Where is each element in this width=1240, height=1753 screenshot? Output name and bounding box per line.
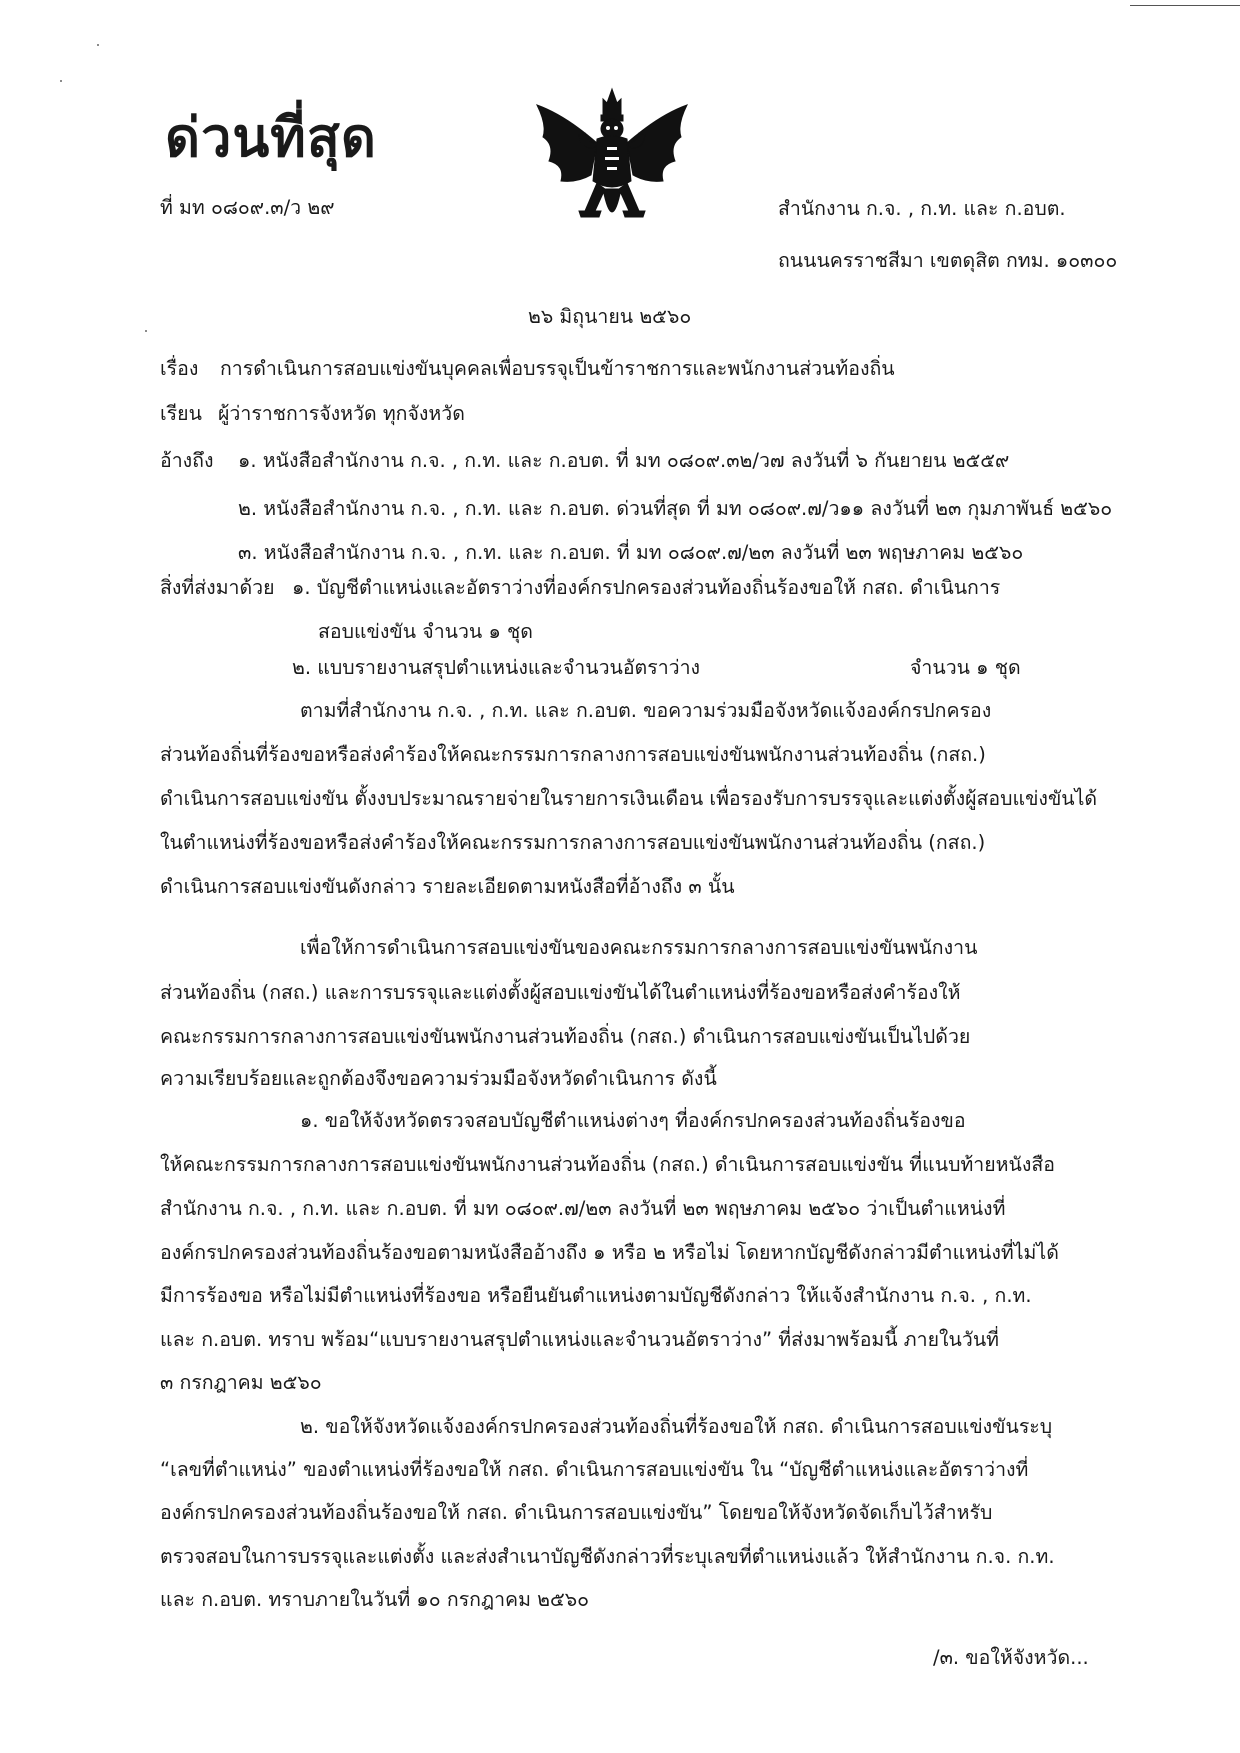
enclosure-item: ๒. แบบรายงานสรุปตำแหน่งและจำนวนอัตราว่าง (292, 656, 701, 679)
continuation-marker: /๓. ขอให้จังหวัด... (933, 1646, 1089, 1669)
enclosure-quantity: จำนวน ๑ ชุด (910, 656, 1021, 679)
reference-item: ๒. หนังสือสำนักงาน ก.จ. , ก.ท. และ ก.อบต. ด่วนที่สุด ที่ มท ๐๘๐๙.๗/ว๑๑ ลงวันที่ ๒๓ กุมภาพันธ์ ๒๕๖๐ (238, 497, 1113, 520)
paragraph-line: ดำเนินการสอบแข่งขันดังกล่าว รายละเอียดตามหนังสือที่อ้างถึง ๓ นั้น (160, 875, 735, 898)
scan-speck (145, 330, 147, 332)
document-number: ที่ มท ๐๘๐๙.๓/ว ๒๙ (160, 196, 335, 219)
paragraph-line: องค์กรปกครองส่วนท้องถิ่นร้องขอตามหนังสืออ้างถึง ๑ หรือ ๒ หรือไม่ โดยหากบัญชีดังกล่าวมีตำแหน่งที่ไม่ได้ (160, 1241, 1059, 1264)
paragraph-line: คณะกรรมการกลางการสอบแข่งขันพนักงานส่วนท้องถิ่น (กสถ.) ดำเนินการสอบแข่งขันเป็นไปด้วย (160, 1025, 971, 1048)
enclosure-item: ๑. บัญชีตำแหน่งและอัตราว่างที่องค์กรปกครองส่วนท้องถิ่นร้องขอให้ กสถ. ดำเนินการ (292, 576, 1001, 599)
paragraph-line: และ ก.อบต. ทราบภายในวันที่ ๑๐ กรกฎาคม ๒๕๖๐ (160, 1588, 590, 1611)
paragraph-line: เพื่อให้การดำเนินการสอบแข่งขันของคณะกรรมการกลางการสอบแข่งขันพนักงาน (300, 936, 978, 959)
paragraph-line: สำนักงาน ก.จ. , ก.ท. และ ก.อบต. ที่ มท ๐๘๐๙.๗/๒๓ ลงวันที่ ๒๓ พฤษภาคม ๒๕๖๐ ว่าเป็นตำแหน่งที่ (160, 1197, 1006, 1220)
document-date: ๒๖ มิถุนายน ๒๕๖๐ (528, 305, 692, 328)
paragraph-line: ส่วนท้องถิ่น (กสถ.) และการบรรจุและแต่งตั้งผู้สอบแข่งขันได้ในตำแหน่งที่ร้องขอหรือส่งคำร้องให้ (160, 981, 961, 1004)
paragraph-line: องค์กรปกครองส่วนท้องถิ่นร้องขอให้ กสถ. ดำเนินการสอบแข่งขัน” โดยขอให้จังหวัดจัดเก็บไว้สำหรับ (160, 1501, 993, 1524)
paragraph-line: ดำเนินการสอบแข่งขัน ตั้งงบประมาณรายจ่ายในรายการเงินเดือน เพื่อรองรับการบรรจุและแต่งตั้งผู้สอบแข่งขันได้ (160, 787, 1098, 810)
paragraph-line: ๒. ขอให้จังหวัดแจ้งองค์กรปกครองส่วนท้องถิ่นที่ร้องขอให้ กสถ. ดำเนินการสอบแข่งขันระบุ (300, 1415, 1053, 1438)
reference-item: ๓. หนังสือสำนักงาน ก.จ. , ก.ท. และ ก.อบต. ที่ มท ๐๘๐๙.๗/๒๓ ลงวันที่ ๒๓ พฤษภาคม ๒๕๖๐ (238, 541, 1024, 564)
recipient-label: เรียน (160, 402, 202, 425)
paragraph-line: ตรวจสอบในการบรรจุและแต่งตั้ง และส่งสำเนาบัญชีดังกล่าวที่ระบุเลขที่ตำแหน่งแล้ว ให้สำนักงาน ก.จ. ก.ท. (160, 1545, 1055, 1568)
paragraph-line: “เลขที่ตำแหน่ง” ของตำแหน่งที่ร้องขอให้ กสถ. ดำเนินการสอบแข่งขัน ใน “บัญชีตำแหน่งและอัตราว่างที่ (160, 1458, 1029, 1481)
scan-edge-line (1130, 5, 1240, 6)
urgency-stamp: ด่วนที่สุด (165, 106, 377, 169)
garuda-emblem-icon (525, 85, 700, 240)
paragraph-line: ตามที่สำนักงาน ก.จ. , ก.ท. และ ก.อบต. ขอความร่วมมือจังหวัดแจ้งองค์กรปกครอง (300, 699, 992, 722)
recipient-text: ผู้ว่าราชการจังหวัด ทุกจังหวัด (218, 402, 465, 425)
enclosures-label: สิ่งที่ส่งมาด้วย (160, 576, 275, 599)
paragraph-line: ส่วนท้องถิ่นที่ร้องขอหรือส่งคำร้องให้คณะกรรมการกลางการสอบแข่งขันพนักงานส่วนท้องถิ่น (กสถ.) (160, 743, 986, 766)
office-address: ถนนนครราชสีมา เขตดุสิต กทม. ๑๐๓๐๐ (778, 249, 1118, 272)
paragraph-line: ๓ กรกฎาคม ๒๕๖๐ (160, 1371, 322, 1394)
subject-text: การดำเนินการสอบแข่งขันบุคคลเพื่อบรรจุเป็นข้าราชการและพนักงานส่วนท้องถิ่น (220, 357, 895, 380)
scan-speck (60, 80, 62, 82)
office-name: สำนักงาน ก.จ. , ก.ท. และ ก.อบต. (778, 197, 1066, 220)
paragraph-line: มีการร้องขอ หรือไม่มีตำแหน่งที่ร้องขอ หรือยืนยันตำแหน่งตามบัญชีดังกล่าว ให้แจ้งสำนักงาน ก.จ. , ก.ท. (160, 1284, 1032, 1307)
paragraph-line: ให้คณะกรรมการกลางการสอบแข่งขันพนักงานส่วนท้องถิ่น (กสถ.) ดำเนินการสอบแข่งขัน ที่แนบท้ายหนังสือ (160, 1153, 1055, 1176)
paragraph-line: ๑. ขอให้จังหวัดตรวจสอบบัญชีตำแหน่งต่างๆ ที่องค์กรปกครองส่วนท้องถิ่นร้องขอ (300, 1109, 966, 1132)
paragraph-line: ความเรียบร้อยและถูกต้องจึงขอความร่วมมือจังหวัดดำเนินการ ดังนี้ (160, 1067, 717, 1090)
paragraph-line: และ ก.อบต. ทราบ พร้อม“แบบรายงานสรุปตำแหน่งและจำนวนอัตราว่าง” ที่ส่งมาพร้อมนี้ ภายในวันที่ (160, 1328, 1000, 1351)
paragraph-line: ในตำแหน่งที่ร้องขอหรือส่งคำร้องให้คณะกรรมการกลางการสอบแข่งขันพนักงานส่วนท้องถิ่น (กสถ.) (160, 831, 986, 854)
references-label: อ้างถึง (160, 449, 214, 472)
reference-item: ๑. หนังสือสำนักงาน ก.จ. , ก.ท. และ ก.อบต. ที่ มท ๐๘๐๙.๓๒/ว๗ ลงวันที่ ๖ กันยายน ๒๕๕๙ (238, 449, 1010, 472)
subject-label: เรื่อง (160, 357, 199, 380)
scan-speck (97, 44, 99, 46)
enclosure-item-continued: สอบแข่งขัน จำนวน ๑ ชุด (318, 620, 533, 643)
